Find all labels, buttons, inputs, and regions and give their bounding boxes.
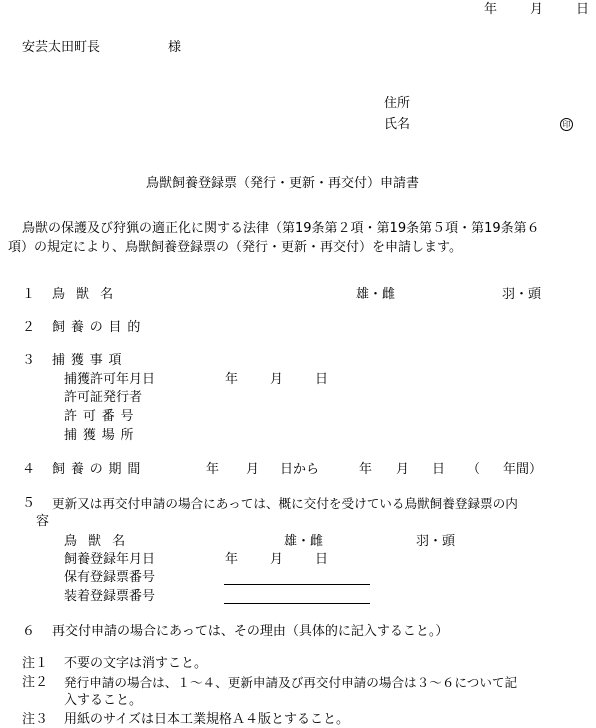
item-5-name-label: 鳥獣名 xyxy=(64,534,137,549)
item-3-permit-date-label: 捕獲許可年月日 xyxy=(64,372,156,387)
item-4-to-year: 年 xyxy=(359,462,373,477)
item-4-years: 年間） xyxy=(503,462,543,477)
note-2-text-1: 発行申請の場合は、１～４、更新申請及び再交付申請の場合は３～６について記 xyxy=(64,675,518,690)
date-year-label: 年 xyxy=(484,2,498,17)
attached-no-underline xyxy=(224,603,370,604)
item-1-number: １ xyxy=(22,287,36,302)
note-1-label: 注１ xyxy=(22,656,49,671)
holding-no-underline xyxy=(224,584,370,585)
item-3-permit-no-label: 許可番号 xyxy=(64,409,140,424)
note-1-text: 不要の文字は消すこと。 xyxy=(64,656,208,671)
note-3-text: 用紙のサイズは日本工業規格Ａ４版とすること。 xyxy=(64,712,349,727)
item-2-number: ２ xyxy=(22,320,36,335)
item-3-place-label: 捕獲場所 xyxy=(64,428,140,443)
date-day-label: 日 xyxy=(576,2,590,17)
intro-line-2: 項）の規定により、鳥獣飼養登録票の（発行・更新・再交付）を申請します。 xyxy=(8,240,462,255)
item-5-text-2: 容 xyxy=(36,514,50,529)
form-title: 鳥獣飼養登録票（発行・更新・再交付）申請書 xyxy=(146,176,420,191)
address-label: 住所 xyxy=(384,96,411,111)
date-month-label: 月 xyxy=(530,2,544,17)
item-1-label: 鳥獣名 xyxy=(52,287,125,302)
item-4-number: ４ xyxy=(22,462,36,477)
item-1-count: 羽・頭 xyxy=(502,287,542,302)
note-2-text-2: 入すること。 xyxy=(64,693,143,708)
item-5-number: ５ xyxy=(22,496,36,511)
item-3-number: ３ xyxy=(22,353,36,368)
item-5-text-1: 更新又は再交付申請の場合にあっては、概に交付を受けている鳥獣飼養登録票の内 xyxy=(52,496,518,511)
item-5-date-day: 日 xyxy=(315,552,329,567)
item-5-count: 羽・頭 xyxy=(416,534,456,549)
addressee-name: 安芸太田町長 xyxy=(22,40,101,55)
note-2-label: 注２ xyxy=(22,675,49,690)
item-5-holding-no-label: 保有登録票番号 xyxy=(64,570,156,585)
item-3-label: 捕獲事項 xyxy=(52,353,128,368)
item-2-label: 飼養の目的 xyxy=(52,320,147,335)
item-4-from-month: 月 xyxy=(246,462,260,477)
addressee-honorific: 様 xyxy=(168,40,182,55)
seal-mark: 印 xyxy=(560,118,573,131)
item-4-from-year: 年 xyxy=(206,462,220,477)
item-4-label: 飼養の期間 xyxy=(52,462,147,477)
note-3-label: 注３ xyxy=(22,712,49,727)
item-5-date-year: 年 xyxy=(225,552,239,567)
item-4-open-paren: （ xyxy=(467,462,481,477)
item-5-reg-date-label: 飼養登録年月日 xyxy=(64,552,156,567)
item-5-sex: 雄・雌 xyxy=(284,534,324,549)
item-3-date-day: 日 xyxy=(315,372,329,387)
item-3-issuer-label: 許可証発行者 xyxy=(64,390,143,405)
item-5-attached-no-label: 装着登録票番号 xyxy=(64,589,156,604)
item-4-to-month: 月 xyxy=(396,462,410,477)
item-3-date-year: 年 xyxy=(225,372,239,387)
intro-line-1: 鳥獣の保護及び狩猟の適正化に関する法律（第19条第２項・第19条第５項・第19条第６ xyxy=(22,221,540,236)
item-6-number: ６ xyxy=(22,624,36,639)
item-4-to-day: 日 xyxy=(432,462,446,477)
item-3-date-month: 月 xyxy=(270,372,284,387)
name-label: 氏名 xyxy=(384,117,411,132)
item-6-text: 再交付申請の場合にあっては、その理由（具体的に記入すること。） xyxy=(52,624,449,639)
item-4-from-day: 日から xyxy=(280,462,320,477)
item-1-sex: 雄・雌 xyxy=(356,287,396,302)
item-5-date-month: 月 xyxy=(270,552,284,567)
